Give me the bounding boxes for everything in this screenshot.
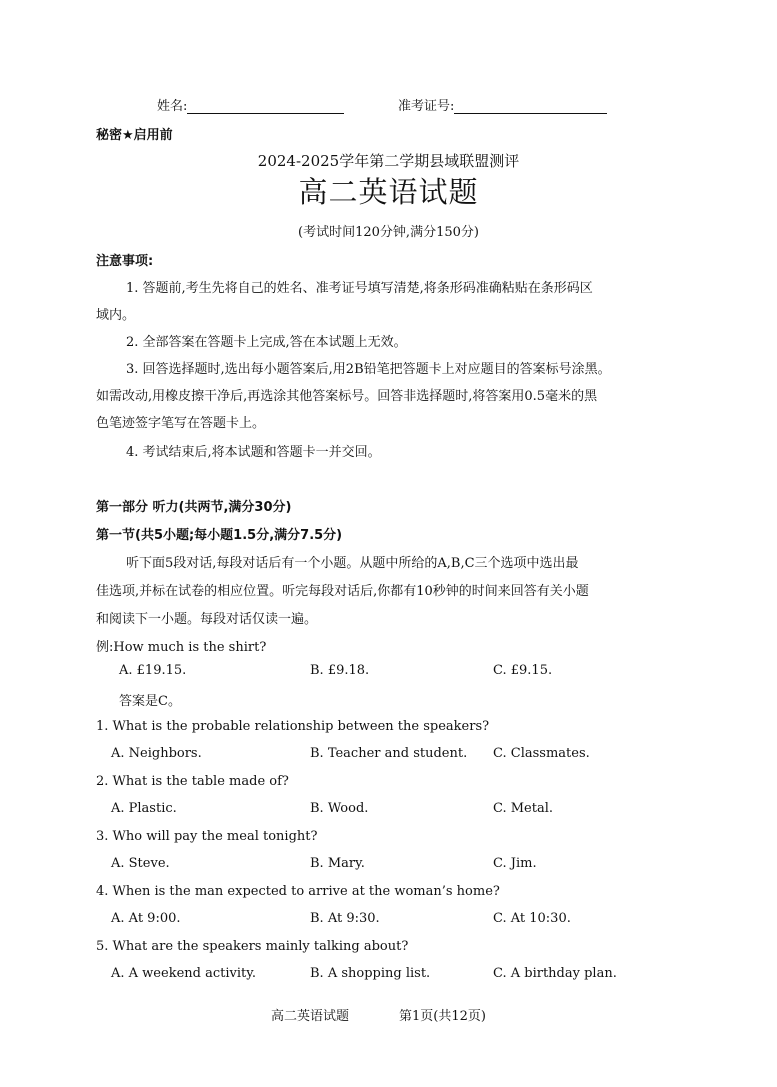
notice-item-4: 4. 考试结束后,将本试题和答题卡一并交回。 [126, 445, 381, 460]
exam-title: 高二英语试题 [298, 175, 479, 209]
question-4: 4. When is the man expected to arrive at the woman’s home? [96, 884, 500, 899]
question-2: 2. What is the table made of? [96, 774, 289, 789]
notice-item-3-cont-2: 色笔迹签字笔写在答题卡上。 [96, 416, 266, 431]
question-5-option-a: A. A weekend activity. [111, 966, 256, 981]
confidential-mark: 秘密★启用前 [96, 128, 173, 143]
notice-item-2: 2. 全部答案在答题卡上完成,答在本试题上无效。 [126, 335, 407, 350]
example-question: 例:How much is the shirt? [96, 640, 267, 655]
exam-id-label: 准考证号: [398, 99, 455, 114]
section1-intro-cont: 佳选项,并标在试卷的相应位置。听完每段对话后,你都有10秒钟的时间来回答有关小题 [96, 584, 589, 599]
question-3-option-a: A. Steve. [111, 856, 170, 871]
question-2-option-a: A. Plastic. [111, 801, 177, 816]
exam-id-field [398, 95, 607, 114]
exam-time-note: (考试时间120分钟,满分150分) [298, 225, 479, 240]
example-option-a: A. £19.15. [119, 663, 187, 678]
question-4-option-a: A. At 9:00. [111, 911, 181, 926]
exam-subtitle: 2024-2025学年第二学期县域联盟测评 [257, 152, 520, 170]
notice-heading: 注意事项: [96, 254, 154, 269]
section1-intro: 听下面5段对话,每段对话后有一个小题。从题中所给的A,B,C三个选项中选出最 [126, 556, 579, 571]
question-2-option-b: B. Wood. [310, 801, 369, 816]
question-5-option-c: C. A birthday plan. [493, 966, 617, 981]
notice-item-1: 1. 答题前,考生先将自己的姓名、准考证号填写清楚,将条形码准确粘贴在条形码区 [126, 281, 593, 296]
question-3-option-c: C. Jim. [493, 856, 537, 871]
question-1-option-c: C. Classmates. [493, 746, 590, 761]
question-5-option-b: B. A shopping list. [310, 966, 431, 981]
notice-item-1-cont: 域内。 [96, 308, 136, 323]
example-option-b: B. £9.18. [310, 663, 370, 678]
section1-intro-cont-2: 和阅读下一小题。每段对话仅读一遍。 [96, 612, 318, 627]
notice-item-3-cont: 如需改动,用橡皮擦干净后,再选涂其他答案标号。回答非选择题时,将答案用0.5毫米的黑 [96, 389, 598, 404]
footer-title: 高二英语试题 [271, 1009, 350, 1024]
footer-page-number: 第1页(共12页) [399, 1009, 486, 1024]
name-field [157, 95, 344, 114]
question-2-option-c: C. Metal. [493, 801, 554, 816]
notice-item-3: 3. 回答选择题时,选出每小题答案后,用2B铅笔把答题卡上对应题目的答案标号涂黑。 [126, 362, 611, 377]
question-4-option-c: C. At 10:30. [493, 911, 571, 926]
part1-heading: 第一部分 听力(共两节,满分30分) [96, 500, 292, 515]
question-1-option-a: A. Neighbors. [111, 746, 202, 761]
question-3: 3. Who will pay the meal tonight? [96, 829, 318, 844]
question-1: 1. What is the probable relationship between the speakers? [96, 719, 490, 734]
question-4-option-b: B. At 9:30. [310, 911, 380, 926]
question-3-option-b: B. Mary. [310, 856, 365, 871]
name-blank [187, 99, 344, 114]
question-5: 5. What are the speakers mainly talking about? [96, 939, 409, 954]
question-1-option-b: B. Teacher and student. [310, 746, 468, 761]
section1-heading: 第一节(共5小题;每小题1.5分,满分7.5分) [96, 528, 343, 543]
example-option-c: C. £9.15. [493, 663, 553, 678]
name-label: 姓名: [157, 99, 188, 114]
exam-id-blank [454, 99, 607, 114]
example-answer: 答案是C。 [119, 694, 181, 709]
